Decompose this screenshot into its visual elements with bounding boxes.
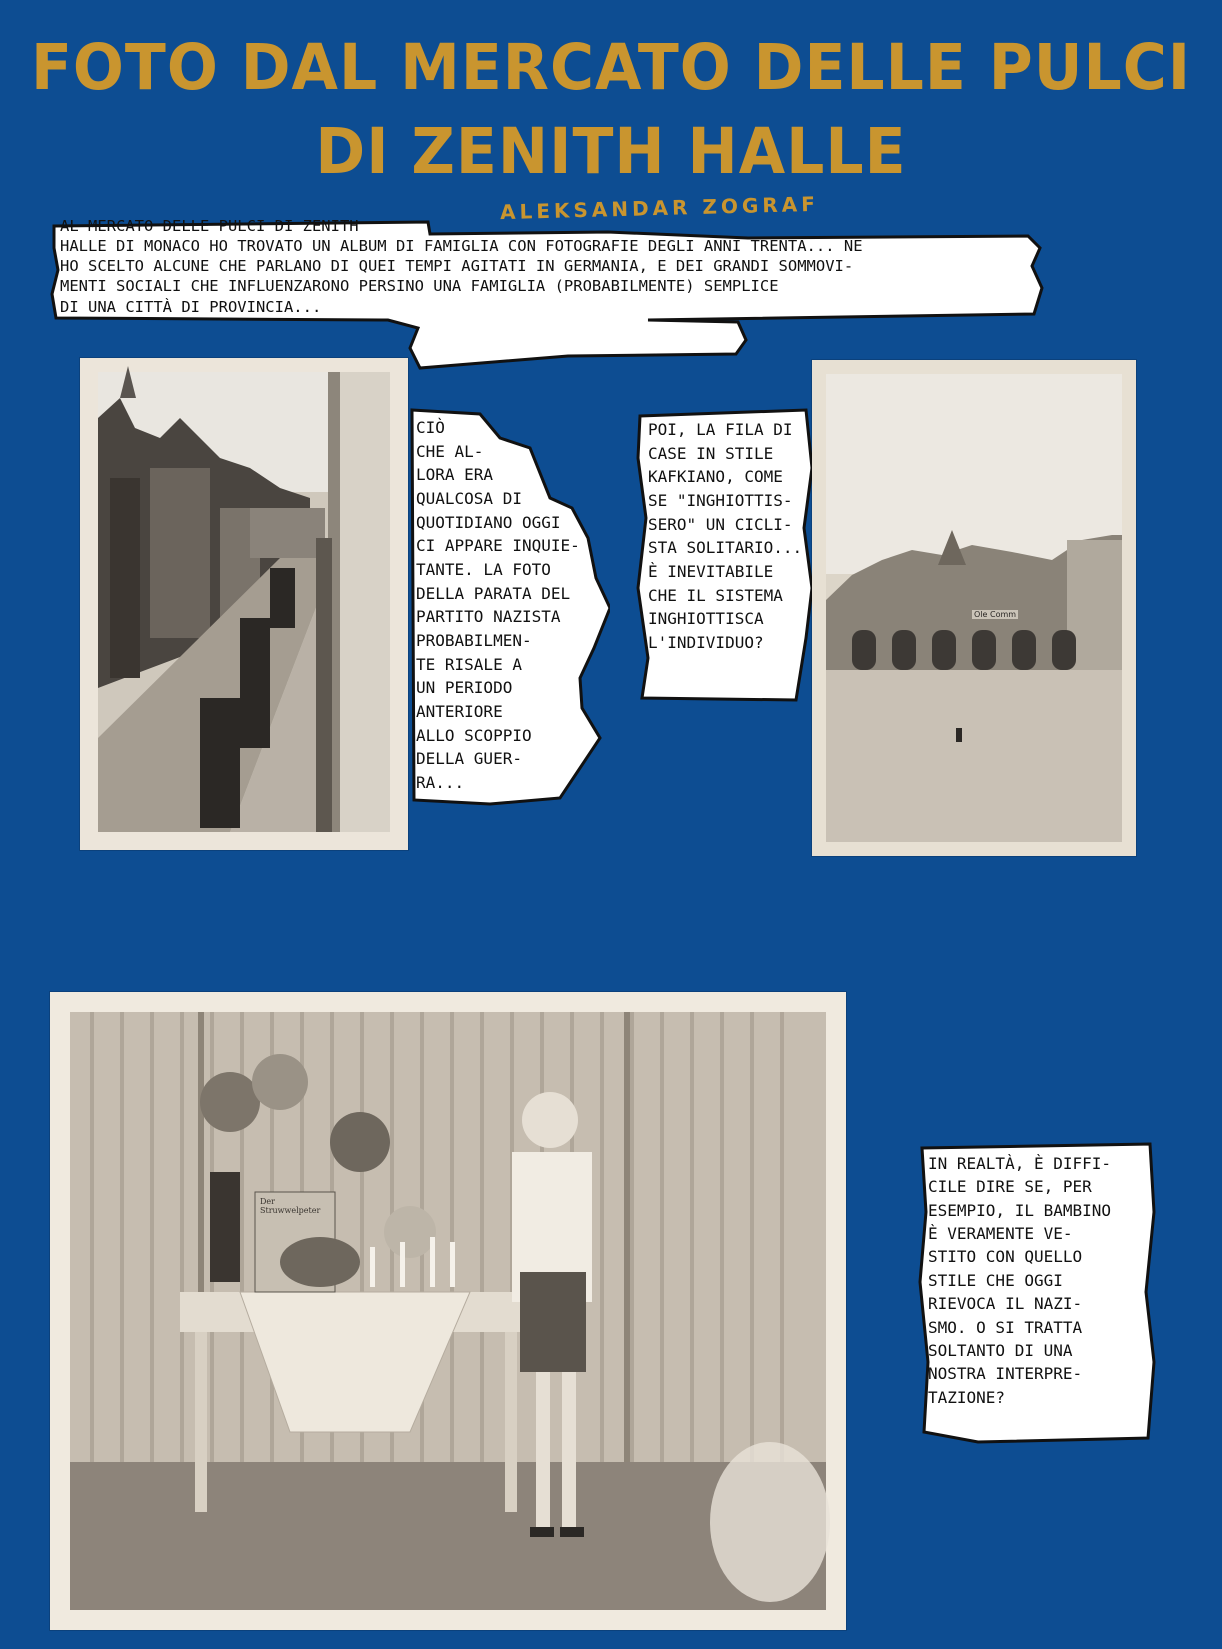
author-name: ALEKSANDAR ZOGRAF — [499, 191, 820, 225]
parade-caption-text: CIÒ CHE AL- LORA ERA QUALCOSA DI QUOTIDIANO OGGI CI APPARE INQUIE- TANTE. LA FOTO DELLA PARATA DEL PARTITO NAZISTA PROBABILMEN- TE RISALE A UN PERIODO ANTERIORE ALLO SCOPPIO DELLA GUER- RA... — [416, 418, 580, 793]
book-title: Der Struwwelpeter — [260, 1197, 321, 1215]
shop-sign: Ole Comm — [974, 610, 1017, 619]
photo-parade — [80, 358, 408, 850]
photo-child — [50, 992, 846, 1630]
parade-caption — [410, 408, 610, 808]
child-caption-text: IN REALTÀ, È DIFFI- CILE DIRE SE, PER ESEMPIO, IL BAMBINO È VERAMENTE VE- STITO CON QUELLO STILE CHE OGGI RIEVOCA IL NAZI- SMO. O SI TRATTA SOLTANTO DI UNA NOSTRA INTERPRE- TAZIONE? — [928, 1154, 1112, 1407]
square-caption-text: POI, LA FILA DI CASE IN STILE KAFKIANO, COME SE "INGHIOTTIS- SERO" UN CICLI- STA SOLITARIO... È INEVITABILE CHE IL SISTEMA INGHIOTTISCA L'INDIVIDUO? — [648, 420, 803, 653]
page-title-line2: DI ZENITH HALLE — [315, 115, 907, 189]
square-caption — [636, 408, 814, 704]
child-caption — [918, 1142, 1156, 1444]
page-title-line1: FOTO DAL MERCATO DELLE PULCI — [30, 31, 1192, 105]
intro-text: AL MERCATO DELLE PULCI DI ZENITH HALLE DI MONACO HO TROVATO UN ALBUM DI FAMIGLIA CON FOTOGRAFIE DEGLI ANNI TRENTA... NE HO SCELTO ALCUNE CHE PARLANO DI QUEI TEMPI AGITATI IN GERMANIA, E DEI GRANDI SOMMOVI- MENTI SOCIALI CHE INFLUENZARONO PERSINO UNA FAMIGLIA (PROBABILMENTE) SEMPLICE DI UNA CITTÀ DI PROVINCIA... — [60, 217, 863, 316]
photo-town-square — [812, 360, 1136, 856]
intro-caption — [48, 218, 1088, 370]
